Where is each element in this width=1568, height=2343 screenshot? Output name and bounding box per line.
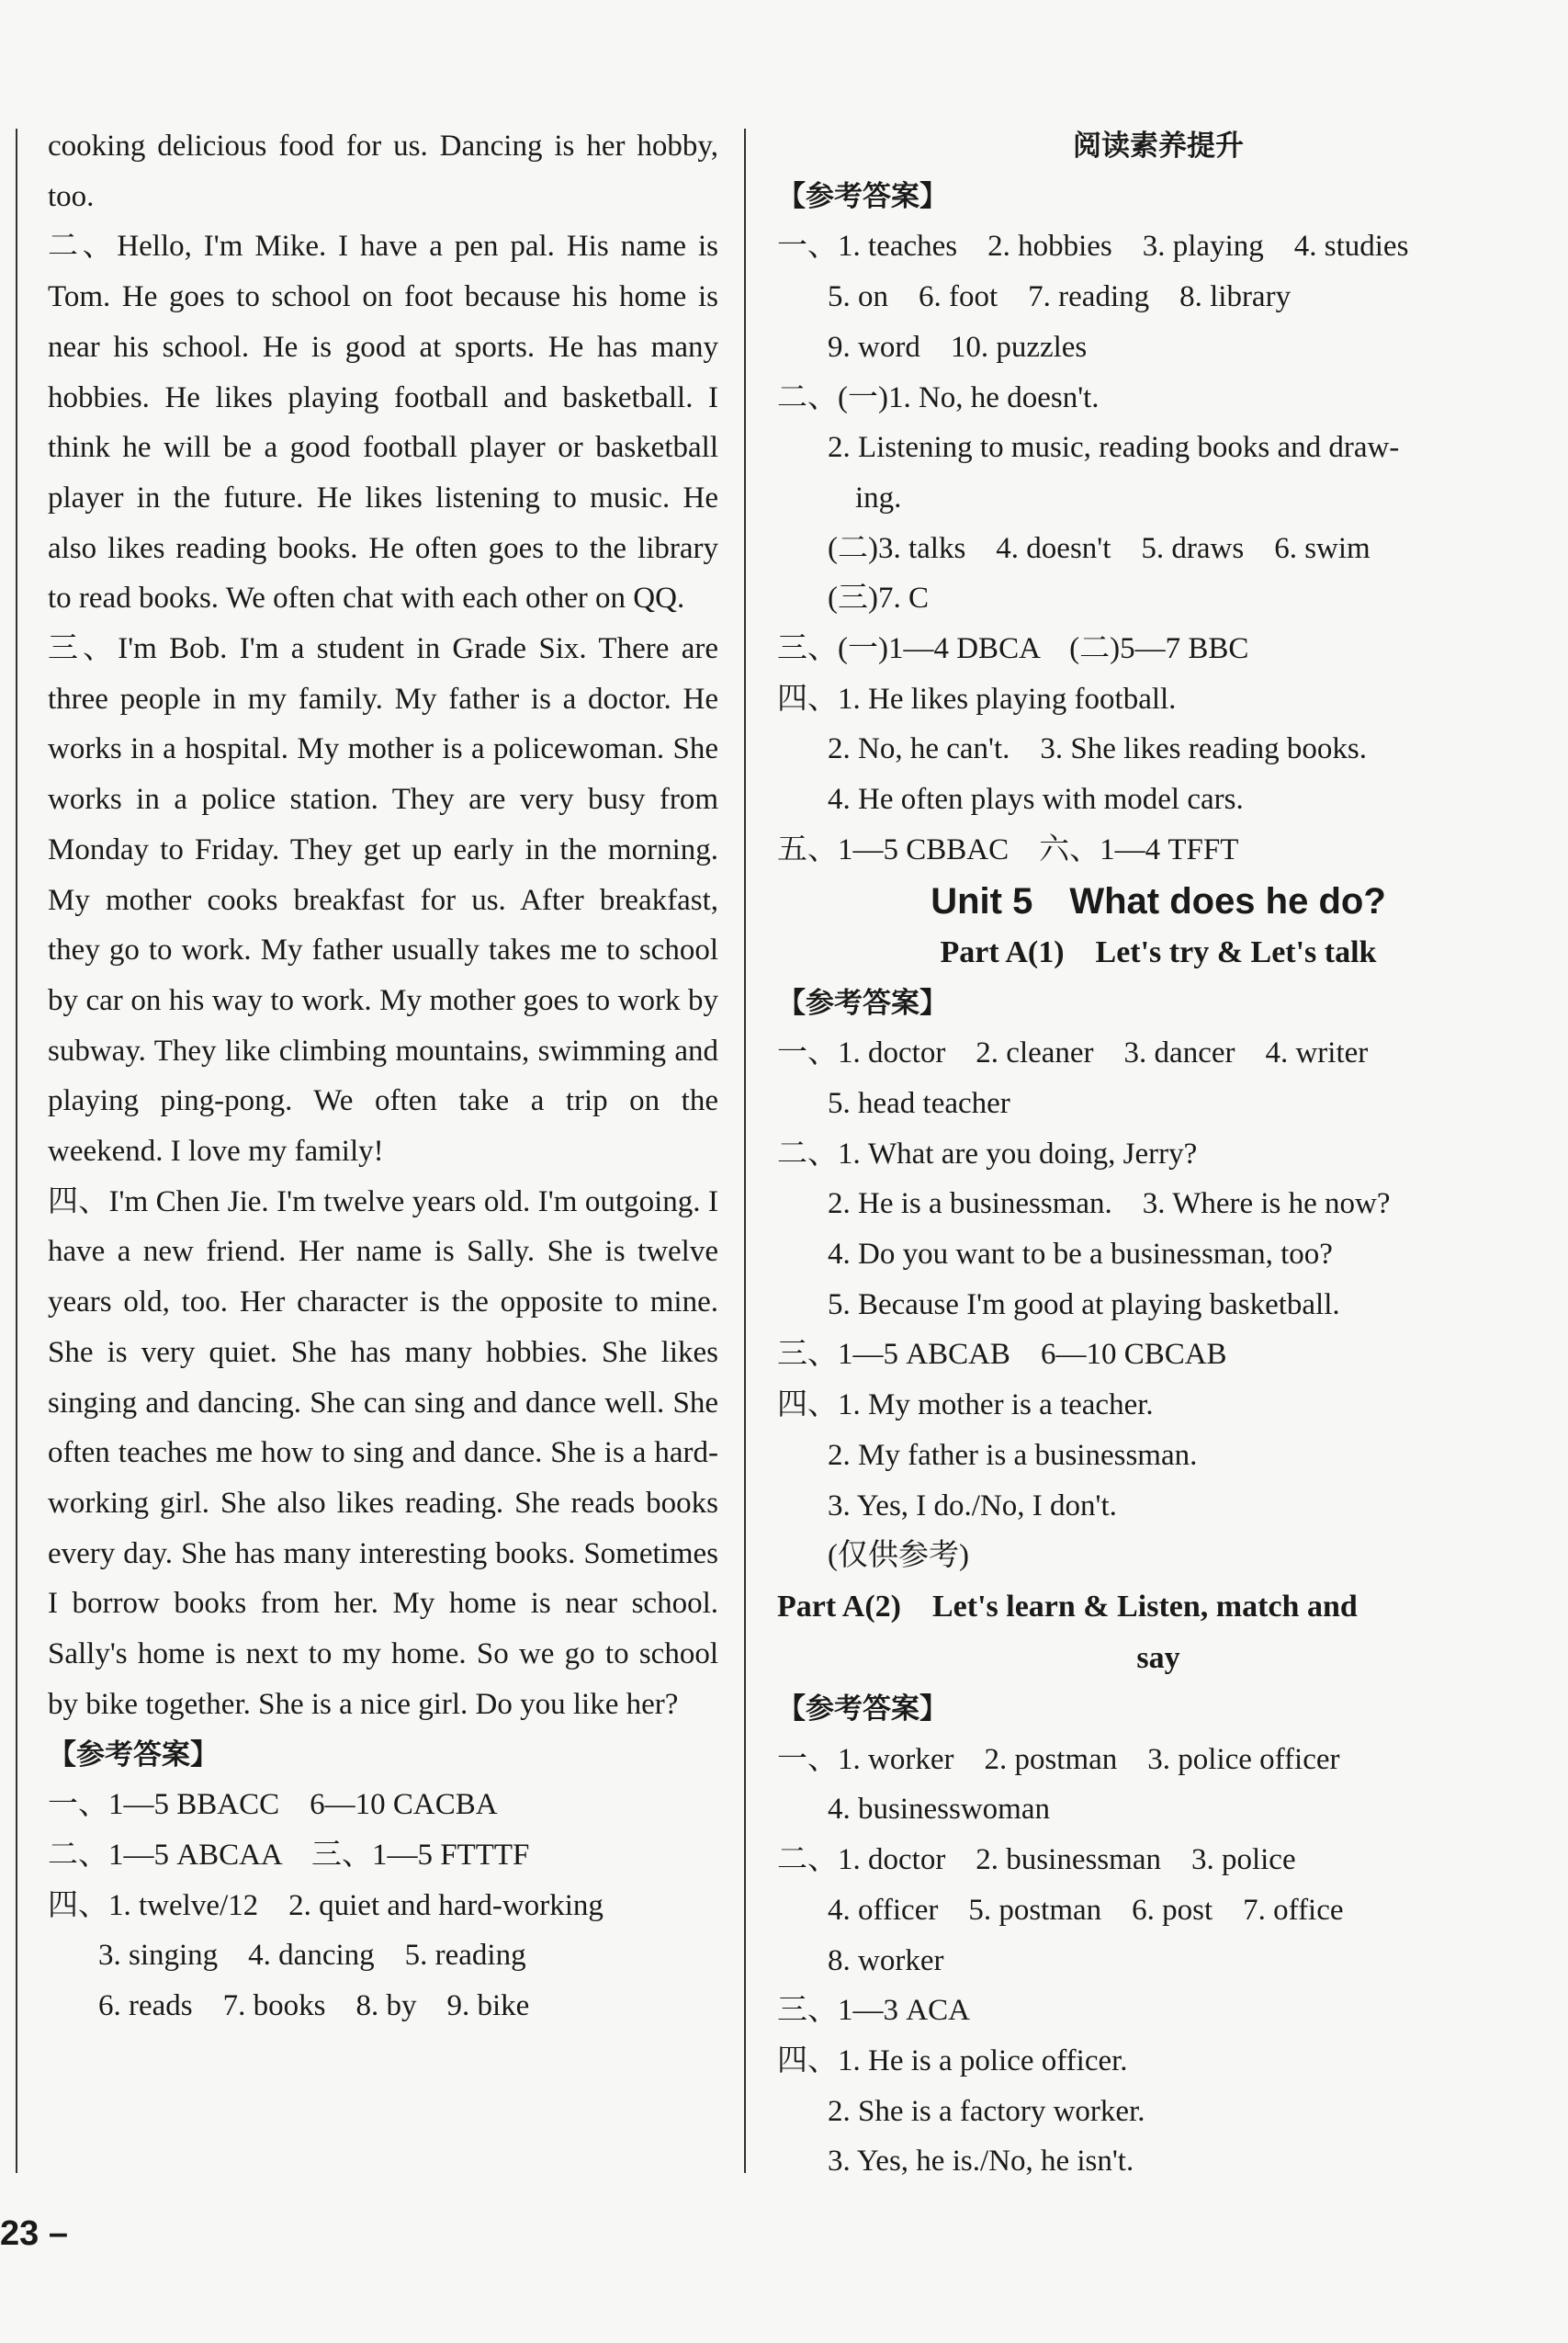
passage-four: 四、I'm Chen Jie. I'm twelve years old. I'm outgoing. I have a new friend. Her name is Sally. She is twelve years old, too. Her character is the opposite to mine. She is very quiet. She has many hobbies. She likes singing and dancing. She can sing and dance well. She often teaches me how to sing and dance. She is a hard-working girl. She also likes reading. She reads books every day. She has many interesting books. Sometimes I borrow books from her. My home is near school. Sally's home is next to my home. So we go to school by bike together. She is a nice girl. Do you like her? <box>48 1184 718 1721</box>
answer-line: 二、1. What are you doing, Jerry? <box>777 1137 1198 1171</box>
answer-line: 4. He often plays with model cars. <box>828 783 1244 817</box>
answer-line: 4. Do you want to be a businessman, too? <box>828 1238 1333 1272</box>
answer-line: 2. Listening to music, reading books and draw- <box>828 431 1400 465</box>
section-title: 阅读素养提升 <box>1073 130 1244 163</box>
answer-line: 2. No, he can't. 3. She likes reading books. <box>828 732 1368 766</box>
answer-line: 四、1. He likes playing football. <box>777 682 1177 716</box>
answer-header: 【参考答案】 <box>48 1737 219 1771</box>
answer-line: (三)7. C <box>828 582 929 616</box>
answer-line: (仅供参考) <box>828 1539 969 1573</box>
answer-header: 【参考答案】 <box>777 986 948 1020</box>
answer-line: 三、1—3 ACA <box>777 1994 970 2028</box>
answer-line: 4. businesswoman <box>828 1793 1050 1827</box>
answer-line: 5. head teacher <box>828 1086 1010 1120</box>
answer-line: 4. officer 5. postman 6. post 7. office <box>828 1893 1344 1927</box>
answer-line: 3. Yes, he is./No, he isn't. <box>828 2145 1134 2179</box>
part-a1-title: Part A(1) Let's try & Let's talk <box>940 934 1377 969</box>
answer-line: 2. She is a factory worker. <box>828 2094 1145 2128</box>
answer-header: 【参考答案】 <box>777 1692 948 1726</box>
left-margin-rule <box>16 129 17 2173</box>
answer-line: 五、1—5 CBBAC 六、1—4 TFFT <box>777 832 1239 866</box>
answer-line: 2. My father is a businessman. <box>828 1438 1198 1472</box>
answer-line: 9. word 10. puzzles <box>828 330 1088 364</box>
answer-line: 3. Yes, I do./No, I don't. <box>828 1488 1117 1522</box>
answer-line: 四、1. He is a police officer. <box>777 2043 1128 2077</box>
answer-line: 5. Because I'm good at playing basketball. <box>828 1287 1340 1321</box>
passage-continuation: cooking delicious food for us. Dancing is her hobby, too. <box>48 130 718 213</box>
answer-line: 四、1. twelve/12 2. quiet and hard-working <box>48 1888 604 1922</box>
answer-line: 三、1—5 ABCAB 6—10 CBCAB <box>777 1338 1227 1372</box>
answer-line: 2. He is a businessman. 3. Where is he now? <box>828 1187 1391 1221</box>
answer-line: 6. reads 7. books 8. by 9. bike <box>98 1989 530 2023</box>
column-divider <box>744 129 746 2173</box>
answer-header: 【参考答案】 <box>777 179 948 213</box>
page-number: 23 – <box>0 2214 68 2253</box>
answer-line: ing. <box>855 481 902 515</box>
answer-line: 一、1. worker 2. postman 3. police officer <box>777 1742 1340 1776</box>
answer-line: 三、(一)1—4 DBCA (二)5—7 BBC <box>777 632 1249 666</box>
answer-line: 8. worker <box>828 1943 944 1977</box>
part-a2-title: Part A(2) Let's learn & Listen, match and <box>777 1589 1358 1624</box>
left-column <box>48 121 718 2032</box>
part-a2-title-cont: say <box>1136 1640 1180 1675</box>
unit-title: Unit 5 What does he do? <box>931 880 1386 922</box>
answer-line: 5. on 6. foot 7. reading 8. library <box>828 280 1292 314</box>
answer-line: (二)3. talks 4. doesn't 5. draws 6. swim <box>828 531 1371 565</box>
answer-line: 一、1. teaches 2. hobbies 3. playing 4. studies <box>777 230 1409 264</box>
passage-two: 二、Hello, I'm Mike. I have a pen pal. His name is Tom. He goes to school on foot because his home is near his school. He is good at sports. He has many hobbies. He likes playing football and basketball. I think he will be a good football player or basketball player in the future. He likes listening to music. He also likes reading books. He often goes to the library to read books. We often chat with each other on QQ. <box>48 230 718 616</box>
passage-three: 三、I'm Bob. I'm a student in Grade Six. There are three people in my family. My father is a doctor. He works in a hospital. My mother is a policewoman. She works in a police station. They are very busy from Monday to Friday. They get up early in the morning. My mother cooks breakfast for us. After breakfast, they go to work. My father usually takes me to school by car on his way to work. My mother goes to work by subway. They like climbing mountains, swimming and playing ping-pong. We often take a trip on the weekend. I love my family! <box>48 632 718 1169</box>
answer-line: 四、1. My mother is a teacher. <box>777 1388 1154 1422</box>
answer-line: 二、1. doctor 2. businessman 3. police <box>777 1843 1296 1877</box>
answer-line: 二、1—5 ABCAA 三、1—5 FTTTF <box>48 1838 530 1872</box>
answer-line: 一、1—5 BBACC 6—10 CACBA <box>48 1788 498 1822</box>
answer-line: 3. singing 4. dancing 5. reading <box>98 1939 526 1973</box>
answer-line: 二、(一)1. No, he doesn't. <box>777 380 1100 414</box>
right-column <box>777 121 1540 2187</box>
answer-line: 一、1. doctor 2. cleaner 3. dancer 4. writer <box>777 1036 1369 1070</box>
